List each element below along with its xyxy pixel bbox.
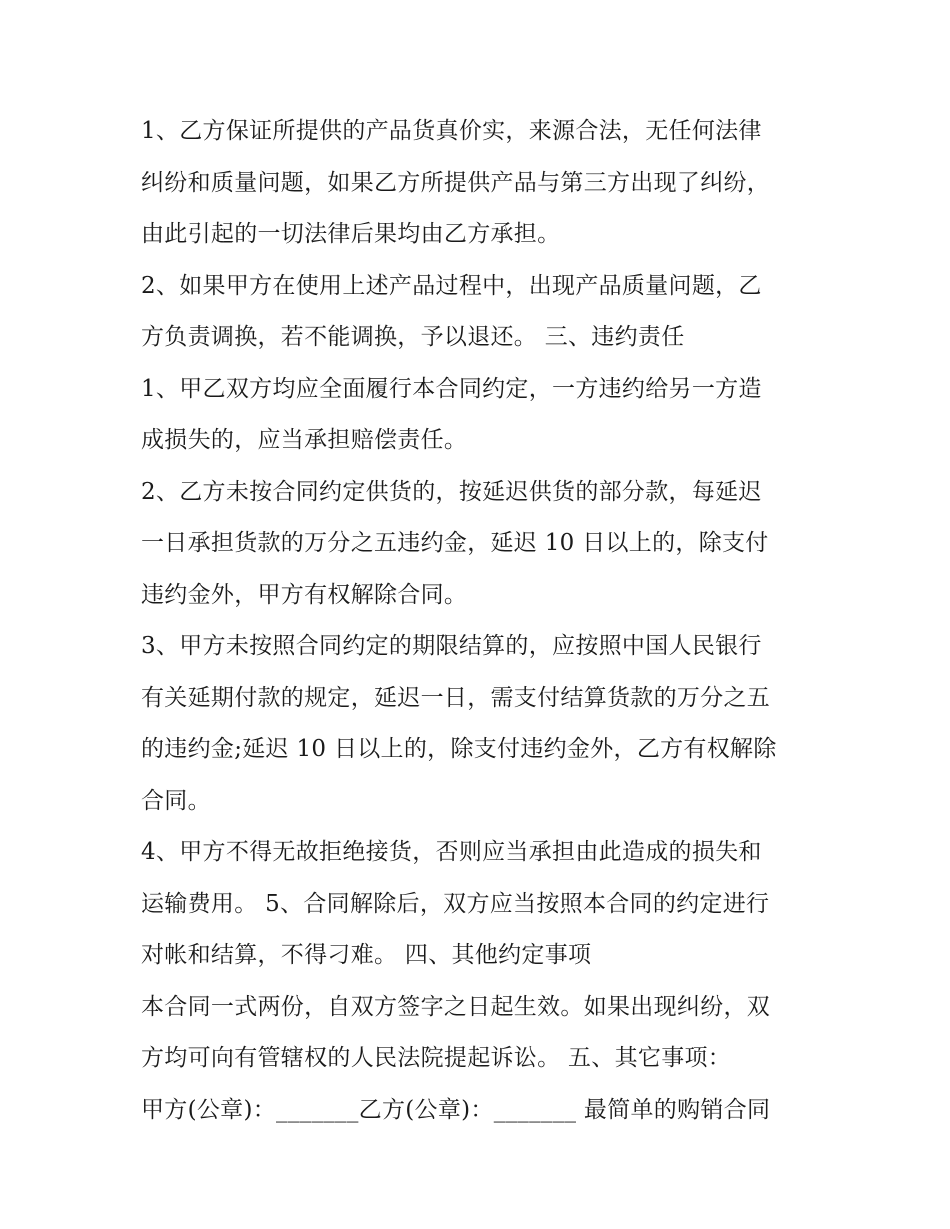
- text-line: 的违约金;延迟 10 日以上的，除支付违约金外，乙方有权解除: [141, 736, 777, 762]
- text-line: 2、如果甲方在使用上述产品过程中，出现产品质量问题，乙: [141, 272, 762, 299]
- text-line: 有关延期付款的规定，延迟一日，需支付结算货款的万分之五: [141, 684, 771, 711]
- text-line: 1、乙方保证所提供的产品货真价实，来源合法，无任何法律: [141, 118, 762, 144]
- text-line: 3、甲方未按照合同约定的期限结算的，应按照中国人民银行: [141, 633, 762, 659]
- text-line: 由此引起的一切法律后果均由乙方承担。: [141, 221, 561, 247]
- text-line: 一日承担货款的万分之五违约金，延迟 10 日以上的，除支付: [141, 530, 769, 556]
- text-line: 本合同一式两份，自双方签字之日起生效。如果出现纠纷，双: [141, 993, 771, 1020]
- text-line: 4、甲方不得无故拒绝接货，否则应当承担由此造成的损失和: [141, 839, 762, 865]
- text-line: 纠纷和质量问题，如果乙方所提供产品与第三方出现了纠纷，: [141, 169, 771, 196]
- text-line: 方负责调换，若不能调换，予以退还。 三、违约责任: [141, 324, 685, 350]
- text-line: 运输费用。 5、合同解除后，双方应当按照本合同的约定进行: [141, 890, 770, 917]
- text-line: 2、乙方未按合同约定供货的，按延迟供货的部分款，每延迟: [141, 478, 762, 505]
- text-line: 方均可向有管辖权的人民法院提起诉讼。 五、其它事项：: [141, 1045, 732, 1071]
- text-line: 1、甲乙双方均应全面履行本合同约定，一方违约给另一方造: [141, 375, 762, 402]
- text-line: 对帐和结算，不得刁难。 四、其他约定事项: [141, 942, 592, 968]
- text-line: 合同。: [141, 787, 211, 814]
- text-line: 违约金外，甲方有权解除合同。: [141, 581, 468, 608]
- signature-line: 甲方(公章)：_______乙方(公章)：_______ 最简单的购销合同: [141, 1096, 771, 1123]
- contract-text: [141, 106, 821, 1136]
- text-line: 成损失的，应当承担赔偿责任。: [141, 427, 468, 453]
